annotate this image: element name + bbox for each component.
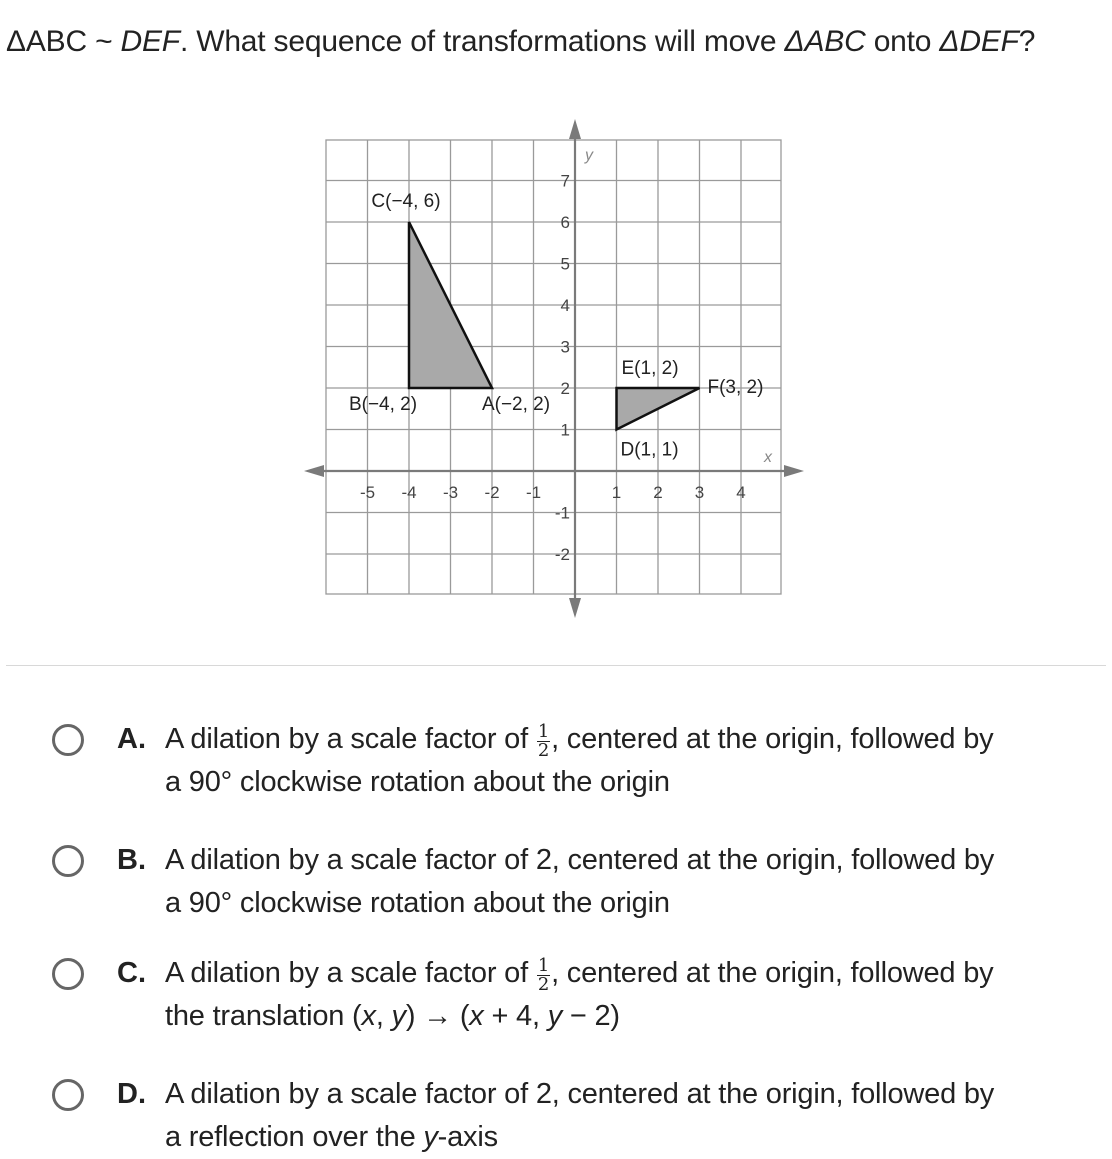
- choice-a-letter: A.: [117, 723, 146, 755]
- reflection-text: a reflection over the: [165, 1121, 424, 1153]
- choice-a-line1-pre: A dilation by a scale factor of: [165, 723, 536, 755]
- x-axis-arrow-left: [304, 465, 324, 477]
- triangles: [409, 222, 700, 430]
- translation-text: the translation (: [165, 1000, 362, 1032]
- y-tick-label: -2: [554, 545, 570, 564]
- choice-c-line1-post: , centered at the origin, followed by: [551, 957, 994, 989]
- choice-c-line1-pre: A dilation by a scale factor of: [165, 957, 536, 989]
- choice-d-line2: [165, 1116, 1110, 1159]
- fraction-denominator: 2: [537, 974, 550, 996]
- radio-b[interactable]: [52, 845, 84, 877]
- x-tick-label: -4: [401, 483, 417, 502]
- point-label-f: F(3, 2): [707, 377, 764, 398]
- y-tick-label: -1: [554, 503, 570, 523]
- x-tick-label: 1: [611, 483, 622, 502]
- y-axis-arrow-down: [569, 598, 581, 618]
- y-tick-label: 4: [560, 296, 570, 315]
- choice-c-line2: [165, 995, 1110, 1038]
- question-onto: onto: [865, 25, 940, 58]
- divider: [6, 665, 1106, 666]
- choice-b-line2: a 90° clockwise rotation about the origin: [165, 887, 670, 919]
- choice-b-line1: A dilation by a scale factor of 2, centered at the origin, followed by: [165, 844, 995, 876]
- comma: ,: [375, 1000, 392, 1032]
- y-tick-label: 5: [560, 254, 570, 274]
- var-x: x: [469, 1000, 484, 1032]
- var-y: y: [391, 1000, 406, 1032]
- y-axis-arrow-up: [569, 119, 581, 139]
- point-label-c: C(−4, 6): [371, 191, 441, 212]
- question-triangle-def: DEF: [120, 25, 180, 58]
- fraction-one-half: [537, 957, 550, 994]
- fraction-numerator: 1: [537, 955, 550, 977]
- choice-a-text: [165, 718, 1110, 804]
- fraction-numerator: 1: [537, 721, 550, 743]
- y-tick-label: 3: [560, 337, 570, 357]
- radio-c[interactable]: [52, 958, 84, 990]
- x-tick-label: -1: [525, 483, 542, 502]
- point-label-e: E(1, 2): [621, 358, 679, 379]
- choice-a-line1-post: , centered at the origin, followed by: [551, 723, 994, 755]
- choice-d-letter: D.: [117, 1078, 146, 1110]
- x-axis-label: x: [764, 449, 772, 466]
- y-tick-label: 2: [560, 379, 570, 398]
- x-tick-label: 4: [736, 483, 746, 502]
- x-tick-label: 3: [694, 483, 705, 502]
- y-tick-label: 7: [560, 171, 570, 191]
- var-y: y: [423, 1121, 438, 1153]
- var-x: x: [361, 1000, 376, 1032]
- question-body: . What sequence of transformations will move: [179, 25, 785, 58]
- choice-b-text: [165, 839, 1110, 925]
- question-similar-sign: ~: [86, 25, 121, 58]
- fraction-one-half: [537, 723, 550, 760]
- choice-b-letter: B.: [117, 844, 146, 876]
- axis-suffix: -axis: [437, 1121, 498, 1153]
- point-label-d: D(1, 1): [620, 439, 679, 461]
- x-tick-label: 2: [653, 483, 663, 502]
- point-label-a: A(−2, 2): [481, 394, 551, 415]
- x-tick-label: -2: [484, 483, 500, 502]
- radio-a[interactable]: [52, 724, 84, 756]
- question-triangle-def-2: ΔDEF: [939, 25, 1019, 58]
- choice-a-line2: a 90° clockwise rotation about the origin: [165, 766, 670, 798]
- x-tick-label: -3: [442, 483, 459, 502]
- y-tick-label: 6: [560, 213, 570, 232]
- choice-d-text: [165, 1073, 1110, 1159]
- point-label-b: B(−4, 2): [348, 394, 418, 415]
- arrow: ) → (: [405, 1000, 470, 1032]
- choice-d-line1: A dilation by a scale factor of 2, centered at the origin, followed by: [165, 1078, 995, 1110]
- y-axis-label: y: [585, 147, 593, 164]
- question-triangle-abc-2: ΔABC: [784, 25, 866, 58]
- choice-c-text: [165, 952, 1110, 1038]
- y-tick-label: 1: [560, 420, 570, 440]
- minus-two: − 2): [562, 1000, 620, 1032]
- question-triangle-abc: ΔABC: [6, 25, 87, 58]
- x-tick-label: -5: [359, 483, 376, 502]
- plus-four: + 4,: [483, 1000, 548, 1032]
- question-mark: ?: [1018, 25, 1036, 58]
- x-axis-arrow-right: [784, 465, 804, 477]
- fraction-denominator: 2: [537, 740, 550, 762]
- choice-c-letter: C.: [117, 957, 146, 989]
- radio-d[interactable]: [52, 1079, 84, 1111]
- var-y: y: [547, 1000, 562, 1032]
